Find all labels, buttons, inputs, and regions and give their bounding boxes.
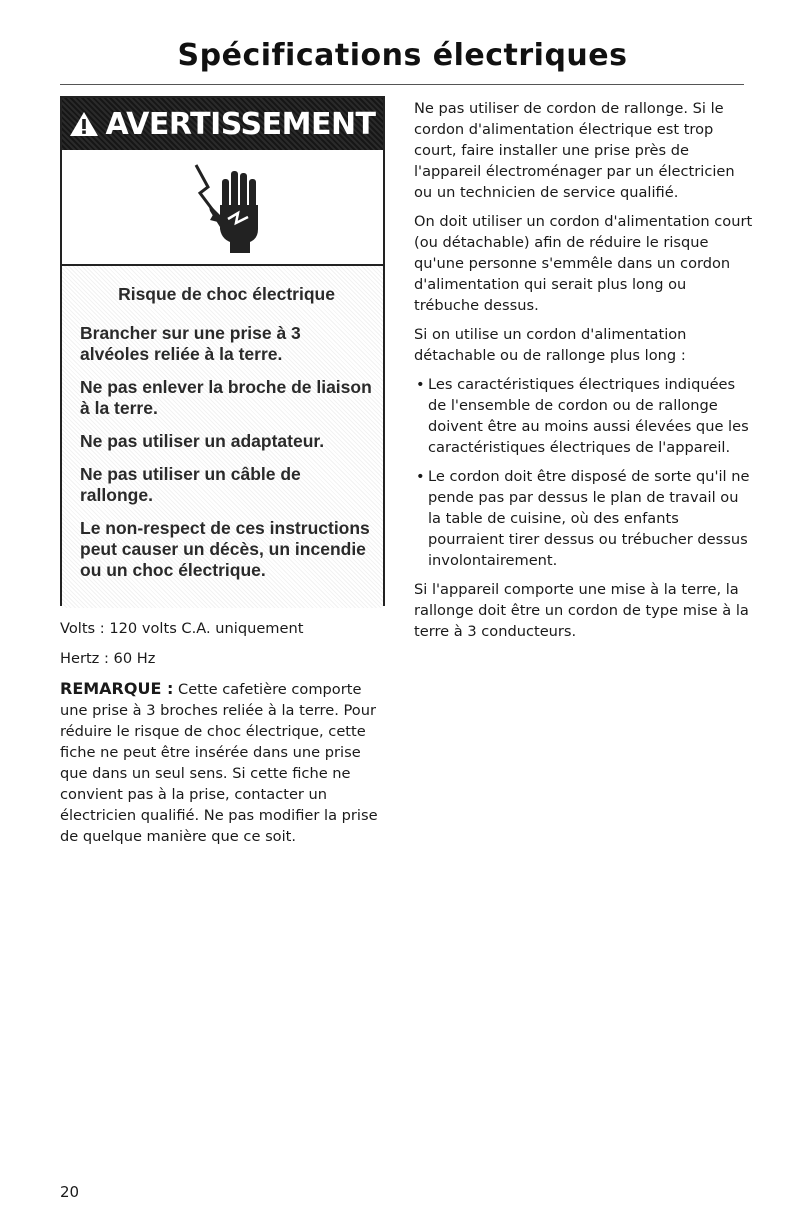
paragraph: Si l'appareil comporte une mise à la terre, la rallonge doit être un cordon de type mise à la terre à 3 conducteurs.	[414, 581, 749, 640]
left-column	[60, 618, 390, 856]
page-number: 20	[60, 1183, 80, 1201]
warning-line: Le non-respect de ces instructions peut causer un décès, un incendie ou un choc électrique.	[80, 518, 370, 580]
remarque-paragraph	[60, 678, 390, 847]
list-item: • Le cordon doit être disposé de sorte qu'il ne pende pas par dessus le plan de travail ou la table de cuisine, où des enfants pourraient tirer dessus ou trébucher dessus involontairement.	[414, 466, 754, 571]
paragraph: On doit utiliser un cordon d'alimentation court (ou détachable) afin de réduire le risque qu'une personne s'emmêle dans un cordon d'alimentation qui serait plus long ou trébuche dessus.	[414, 213, 753, 314]
remarque-label: REMARQUE :	[60, 679, 174, 698]
hertz-spec: Hertz : 60 Hz	[60, 650, 156, 667]
warning-line: Ne pas utiliser un adaptateur.	[80, 431, 325, 451]
warning-triangle-icon	[69, 110, 99, 138]
warning-line: Ne pas utiliser un câble de rallonge.	[80, 464, 301, 505]
electric-shock-hand-icon	[178, 157, 268, 257]
warning-banner	[62, 98, 383, 150]
warning-heading: Risque de choc électrique	[118, 284, 335, 304]
list-item: • Les caractéristiques électriques indiquées de l'ensemble de cordon ou de rallonge doivent être au moins aussi élevées que les caractéristiques électriques de l'appareil.	[414, 374, 754, 458]
volts-spec: Volts : 120 volts C.A. uniquement	[60, 620, 304, 637]
warning-box	[60, 96, 385, 606]
paragraph: Si on utilise un cordon d'alimentation détachable ou de rallonge plus long :	[414, 326, 687, 364]
remarque-text: Cette cafetière comporte une prise à 3 broches reliée à la terre. Pour réduire le risque de choc électrique, cette fiche ne peut être insérée dans une prise que dans un seul sens. Si cette fiche ne convient pas à la prise, contacter un électricien qualifié. Ne pas modifier la prise de quelque manière que ce soit.	[60, 681, 378, 845]
warning-text	[62, 266, 383, 608]
bullet-list	[414, 374, 754, 571]
warning-banner-label: AVERTISSEMENT	[105, 106, 376, 142]
warning-line: Brancher sur une prise à 3 alvéoles reliée à la terre.	[80, 323, 301, 364]
title-rule	[60, 84, 744, 85]
paragraph: Ne pas utiliser de cordon de rallonge. Si le cordon d'alimentation électrique est trop court, faire installer une prise près de l'appareil électroménager par un électricien ou un technicien de service qualifié.	[414, 100, 735, 201]
right-column	[414, 98, 754, 650]
page-title: Spécifications électriques	[177, 38, 628, 73]
warning-line: Ne pas enlever la broche de liaison à la terre.	[80, 377, 372, 418]
warning-icon-area	[62, 150, 383, 266]
